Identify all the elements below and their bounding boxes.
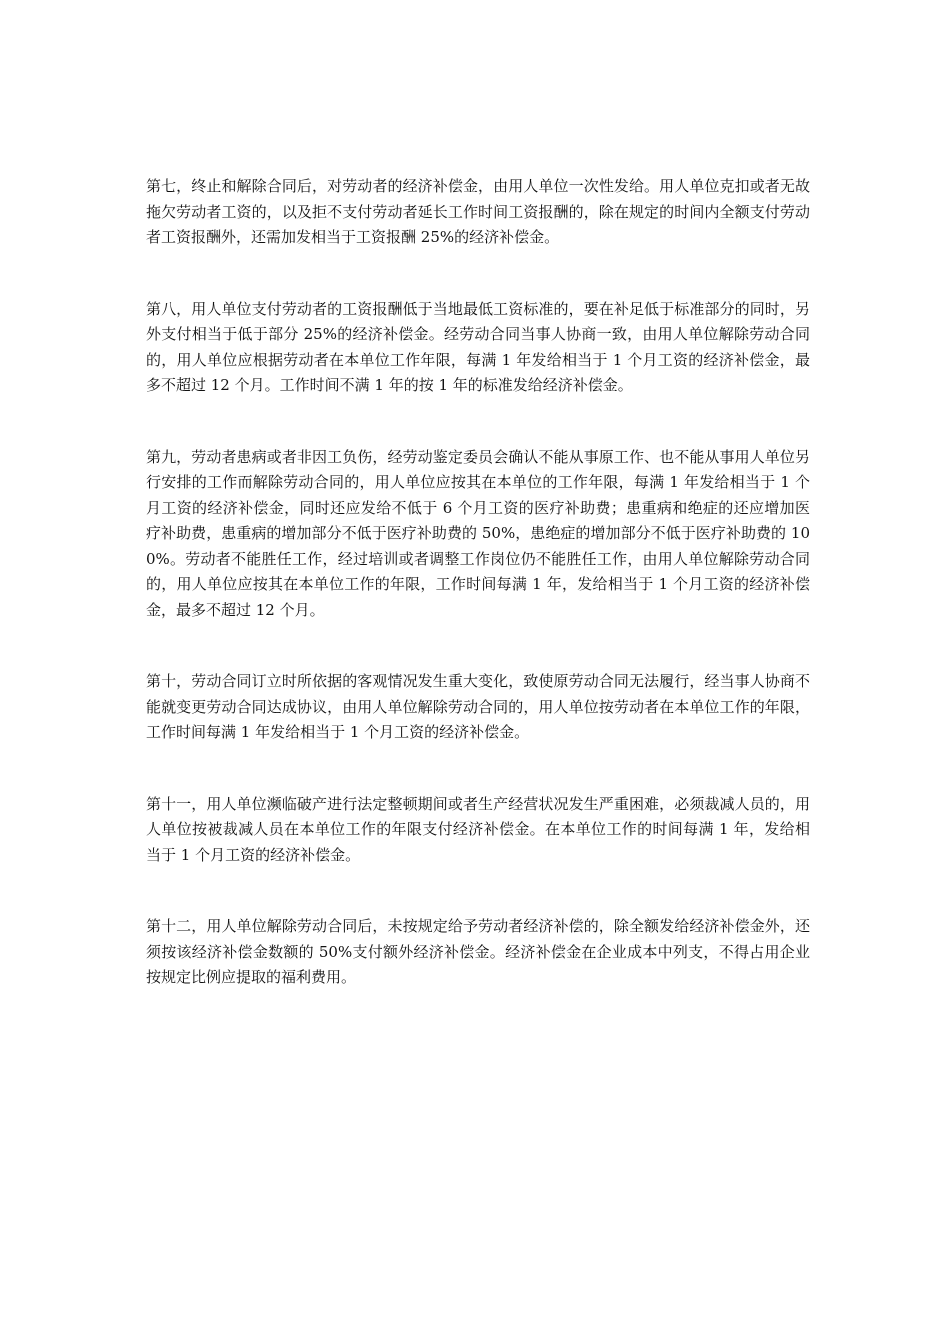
document-body <box>146 174 810 1037</box>
paragraph-article-10: 第十，劳动合同订立时所依据的客观情况发生重大变化，致使原劳动合同无法履行，经当事人协商不能就变更劳动合同达成协议，由用人单位解除劳动合同的，用人单位按劳动者在本单位工作的年限，工作时间每满 1 年发给相当于 1 个月工资的经济补偿金。 <box>146 672 810 741</box>
paragraph-article-11: 第十一，用人单位濒临破产进行法定整顿期间或者生产经营状况发生严重困难，必须裁减人员的，用人单位按被裁减人员在本单位工作的年限支付经济补偿金。在本单位工作的时间每满 1 年，发给相当于 1 个月工资的经济补偿金。 <box>146 794 810 864</box>
paragraph-article-8: 第八，用人单位支付劳动者的工资报酬低于当地最低工资标准的，要在补足低于标准部分的同时，另外支付相当于低于部分 25%的经济补偿金。经劳动合同当事人协商一致，由用人单位解除劳动合同的，用人单位应根据劳动者在本单位工作年限，每满 1 年发给相当于 1 个月工资的经济补偿金，最多不超过 12 个月。工作时间不满 1 年的按 1 年的标准发给经济补偿金。 <box>146 299 810 394</box>
paragraph-article-7: 第七，终止和解除合同后，对劳动者的经济补偿金，由用人单位一次性发给。用人单位克扣或者无故拖欠劳动者工资的，以及拒不支付劳动者延长工作时间工资报酬的，除在规定的时间内全额支付劳动者工资报酬外，还需加发相当于工资报酬 25%的经济补偿金。 <box>146 177 810 246</box>
paragraph-article-9: 第九，劳动者患病或者非因工负伤，经劳动鉴定委员会确认不能从事原工作、也不能从事用人单位另行安排的工作而解除劳动合同的，用人单位应按其在本单位的工作年限，每满 1 年发给相当于 1 个月工资的经济补偿金，同时还应发给不低于 6 个月工资的医疗补助费；患重病和绝症的还应增加医疗补助费，患重病的增加部分不低于医疗补助费的 50%，患绝症的增加部分不低于医疗补助费的 100%。劳动者不能胜任工作，经过培训或者调整工作岗位仍不能胜任工作，由用人单位解除劳动合同的，用人单位应按其在本单位工作的年限，工作时间每满 1 年，发给相当于 1 个月工资的经济补偿金，最多不超过 12 个月。 <box>146 447 810 619</box>
paragraph-article-12: 第十二，用人单位解除劳动合同后，未按规定给予劳动者经济补偿的，除全额发给经济补偿金外，还须按该经济补偿金数额的 50%支付额外经济补偿金。经济补偿金在企业成本中列支，不得占用企业按规定比例应提取的福利费用。 <box>146 917 810 986</box>
